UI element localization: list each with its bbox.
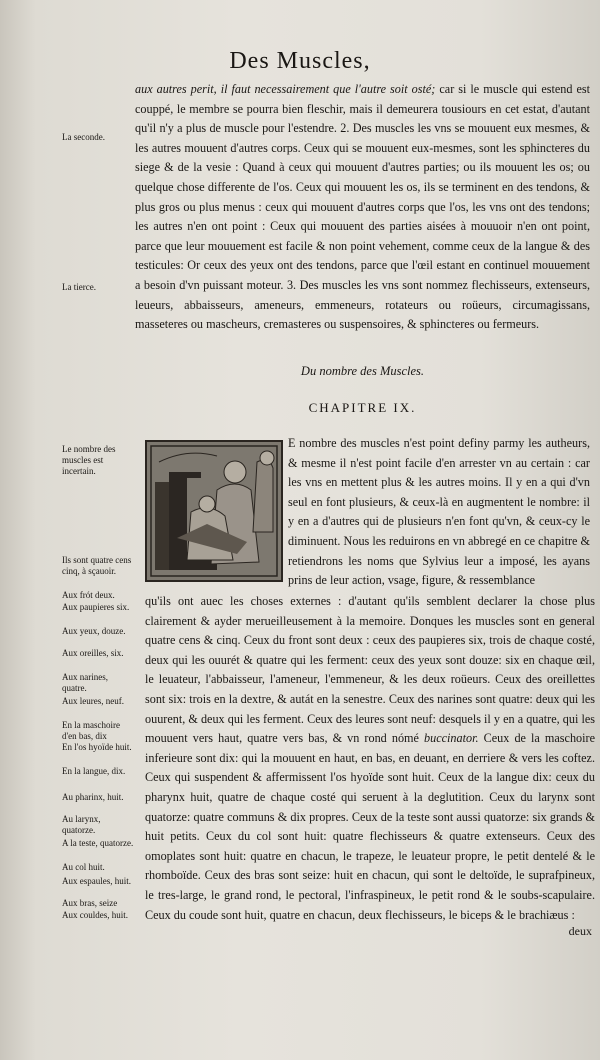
margin-note-bras: Aux bras, seize bbox=[62, 898, 118, 908]
margin-note-yeux: Aux yeux, douze. bbox=[62, 626, 126, 636]
margin-note-leures: Aux leures, neuf. bbox=[62, 696, 124, 706]
margin-note-incertain: Le nombre des muscles est incertain. bbox=[62, 444, 116, 476]
paragraph-1 bbox=[135, 80, 590, 335]
margin-note-larynx: Au larynx, quatorze. bbox=[62, 814, 101, 835]
margin-note-espaules: Aux espaules, huit. bbox=[62, 876, 131, 886]
margin-note-teste: A la teste, quatorze. bbox=[62, 838, 134, 848]
margin-note-paupieres: Aux paupieres six. bbox=[62, 602, 130, 612]
margin-note-tierce: La tierce. bbox=[62, 282, 96, 292]
paragraph-2-lead: E nombre des muscles n'est point definy parmy les autheurs, & mesme il n'est point facile d'en arrester vn au certain : car les vns en mettent plus & les autres moins. Il y en a qui d'vn seul en font plusieurs, & ceux-là en augmentent le nombre: il y en a d'autres qui de plusieurs n'en font qu'vn, & ceux-cy le diminuent. Nous les reduirons en vn abbregé en ce chapitre & retiendrons les noms que Sylvius leur a imposé, les ayans prins de leur action, vsage, figure, & ressemblance bbox=[288, 436, 590, 588]
margin-note-pharinx: Au pharinx, huit. bbox=[62, 792, 124, 802]
buccinator-term: buccinator. bbox=[424, 731, 479, 746]
margin-note-maschoire: En la maschoire d'en bas, dix bbox=[62, 720, 120, 741]
margin-note-couldes: Aux couldes, huit. bbox=[62, 910, 128, 920]
margin-note-total: Ils sont quatre cens cinq, à sçauoir. bbox=[62, 555, 132, 576]
margin-note-langue: En la langue, dix. bbox=[62, 766, 126, 776]
margin-note-oreilles: Aux oreilles, six. bbox=[62, 648, 124, 658]
chapter-heading: CHAPITRE IX. bbox=[308, 400, 417, 415]
paragraph-2-rest bbox=[145, 592, 595, 925]
paragraph-1-text: car si le muscle qui estend est couppé, le membre se pourra bien fleschir, mais il demeurera tousiours en cet estat, d'autant qu'il n'y a plus de muscle pour l'estendre. 2. Des muscles les vns se mouuent eux mesmes, & les autres mouuent d'autres corps. Ceux qui se mouuent eux-mesmes, sont les sphincteres du siege & de la vesie : Quand à ceux qui mouuent d'autres parties; ou ils mouuent les os; ou quelque chose differente de l'os. Ceux qui mouuent les os, ils se terminent en des tendons, & plus gros ou plus menus : ceux qui mouuent d'autres corps que l'os, les vns ont des tendons; les autres n'en ont point : Ceux qui mouuent des parties aisées à mouuoir n'en ont point, parce que leur mouuement est facile & non point vehement, comme ceux de la langue & des testicules: Or ceux des yeux ont des tendons, parce que l'œil estant en continuel mouuement a besoin d'vn puissant moteur. 3. Des muscles les vns sont nommez flechisseurs, extenseurs, leueurs, abbaisseurs, ameneurs, emmeneurs, rotateurs ou roüeurs, circumagissans, masseteres ou mascheurs, cremasteres ou suspensoires, & sphincteres ou fermeurs. bbox=[135, 82, 591, 332]
margin-note-hyoide: En l'os hyoïde huit. bbox=[62, 742, 132, 752]
margin-note-narines: Aux narines, quatre. bbox=[62, 672, 108, 693]
margin-note-front: Aux frót deux. bbox=[62, 590, 115, 600]
paragraph-2-text-b: Ceux de la maschoire inferieure sont dix: qui la mouuent en haut, en bas, en deuant, en derriere & vers les coftez. Ceux qui suspendent & affermissent l'os hyoïde sont huit. Ceux de la langue dix: ceux du pharynx huit, quatre de chaque costé qui seruent à la deglutition. Ceux du larynx sont quatorze: quatre communs & dix propres. Ceux de la teste sont aussi quatorze: six grands & huit petits. Ceux du col sont huit: quatre flechisseurs & quatre extenseurs. Ceux des omoplates sont huit: quatre en chacun, le trapeze, le leuateur propre, le petit dentelé & le rhomboïde. Ceux des bras sont seize: huit en chacun, qui sont le deltoïde, le suprafpineux, le tres-large, le grand rond, le pectoral, l'infraspineux, le petit rond & le soubs-scapulaire. Ceux du coude sont huit, quatre en chacun, deux flechisseurs, le biceps & le brachiæus : bbox=[145, 731, 596, 922]
section-subheading: Du nombre des Muscles. bbox=[300, 364, 425, 378]
woodcut-figures-image bbox=[147, 442, 281, 580]
paragraph-2-text-a: qu'ils ont auec les choses externes : d'autant qu'ils semblent declarer la chose plus clairement & ayder merueilleusement à la memoire. Donques les muscles sont en general quatre cens & cinq. Ceux du front sont deux : ceux des paupieres six, trois de chaque costé, deux qui les ouurét & quatre qui les ferment: ceux des yeux sont douze: six en chaque œil, le leuateur, l'abbaisseur, l'ameneur, l'emmeneur, & les deux roüeurs. Ceux des oreillettes sont six: trois en la dextre, & autát en la senestre. Ceux des narines sont quatre: deux qui les ouurent, & deux qui les ferment. Ceux des leures sont neuf: desquels il y en a quatre, qui les mouuent vers haut, quatre vers bas, & vn rond nómé bbox=[145, 594, 595, 746]
running-head: Des Muscles, bbox=[229, 48, 371, 74]
margin-note-seconde: La seconde. bbox=[62, 132, 105, 142]
catchword: deux bbox=[568, 924, 592, 938]
margin-note-col: Au col huit. bbox=[62, 862, 105, 872]
paragraph-1-italic-lead: aux autres perit, il faut necessairement que l'autre soit osté; bbox=[135, 82, 436, 96]
decorated-initial-woodcut bbox=[145, 440, 283, 582]
